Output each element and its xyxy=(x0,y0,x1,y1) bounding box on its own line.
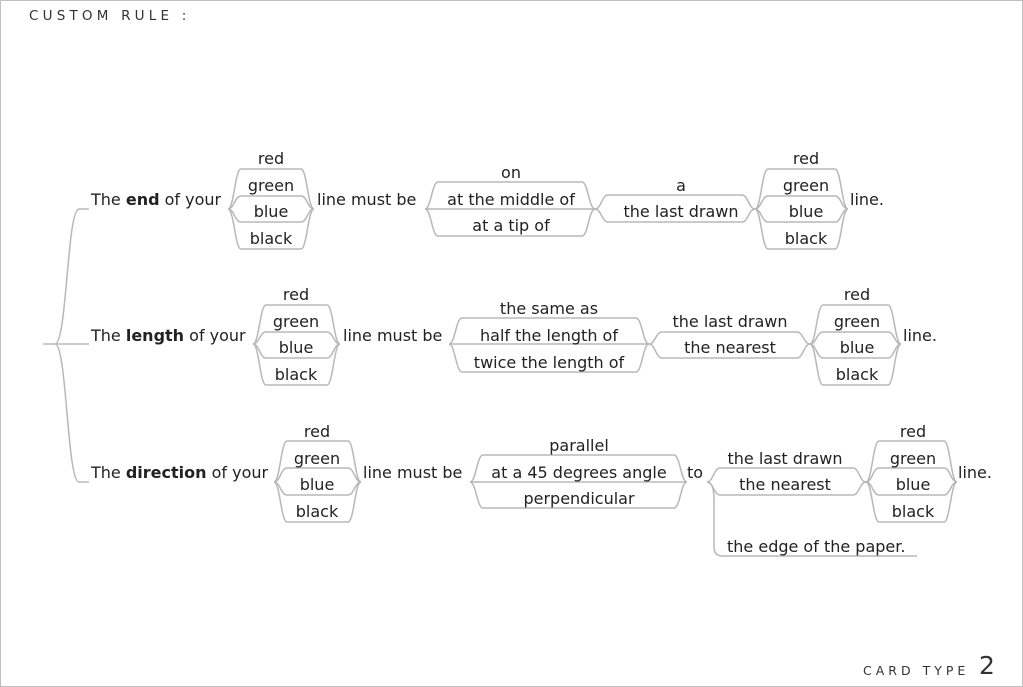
color-option: red xyxy=(843,285,871,304)
color-option: black xyxy=(891,502,935,521)
color-option: blue xyxy=(895,475,931,494)
target-option: the last drawn xyxy=(727,449,843,468)
color-option: blue xyxy=(839,338,875,357)
target-option: a xyxy=(676,176,686,195)
color-option: blue xyxy=(299,475,335,494)
color-option: red xyxy=(899,422,927,441)
target-option: the last drawn xyxy=(672,312,788,331)
subject-keyword: end xyxy=(125,190,160,209)
rule-row-direction xyxy=(90,422,992,556)
color-option: black xyxy=(295,502,339,521)
color-option: blue xyxy=(253,202,289,221)
relation-option: twice the length of xyxy=(473,353,625,372)
relation-option: on xyxy=(501,163,521,182)
subject-text: The direction of your xyxy=(91,463,269,482)
color-option: green xyxy=(247,176,295,195)
alternative-target: the edge of the paper. xyxy=(727,537,906,556)
color-option: green xyxy=(833,312,881,331)
relation-option: half the length of xyxy=(480,326,618,345)
connector-text: to xyxy=(687,463,704,482)
color-option: green xyxy=(272,312,320,331)
color-option: red xyxy=(282,285,310,304)
card-type-number: 2 xyxy=(979,651,995,680)
ending-text: line. xyxy=(958,463,992,482)
ending-text: line. xyxy=(903,326,937,345)
relation-option: perpendicular xyxy=(523,489,635,508)
card-header: CUSTOM RULE : xyxy=(29,8,191,24)
rule-diagram xyxy=(1,1,1022,686)
color-option: green xyxy=(293,449,341,468)
root-branch xyxy=(43,209,89,344)
color-option: red xyxy=(792,149,820,168)
rule-row-end xyxy=(90,149,884,249)
color-option: black xyxy=(784,229,828,248)
target-option: the nearest xyxy=(684,338,776,357)
subject-text: The length of your xyxy=(91,326,246,345)
target-option: the nearest xyxy=(739,475,831,494)
subject-keyword: direction xyxy=(125,463,207,482)
verb-text: line must be xyxy=(317,190,417,209)
subject-keyword: length xyxy=(125,326,185,345)
color-option: black xyxy=(835,365,879,384)
relation-option: at the middle of xyxy=(447,190,575,209)
color-option: black xyxy=(274,365,318,384)
relation-option: at a tip of xyxy=(472,216,550,235)
subject-text: The end of your xyxy=(91,190,222,209)
target-option: the last drawn xyxy=(623,202,739,221)
color-option: red xyxy=(257,149,285,168)
card-type-label: CARD TYPE xyxy=(863,663,970,678)
color-option: green xyxy=(889,449,937,468)
color-option: red xyxy=(303,422,331,441)
color-option: black xyxy=(249,229,293,248)
verb-text: line must be xyxy=(363,463,463,482)
verb-text: line must be xyxy=(343,326,443,345)
color-option: blue xyxy=(788,202,824,221)
relation-option: the same as xyxy=(499,299,599,318)
relation-option: parallel xyxy=(549,436,609,455)
relation-option: at a 45 degrees angle xyxy=(491,463,667,482)
ending-text: line. xyxy=(850,190,884,209)
color-option: green xyxy=(782,176,830,195)
rule-row-length xyxy=(90,285,937,385)
color-option: blue xyxy=(278,338,314,357)
